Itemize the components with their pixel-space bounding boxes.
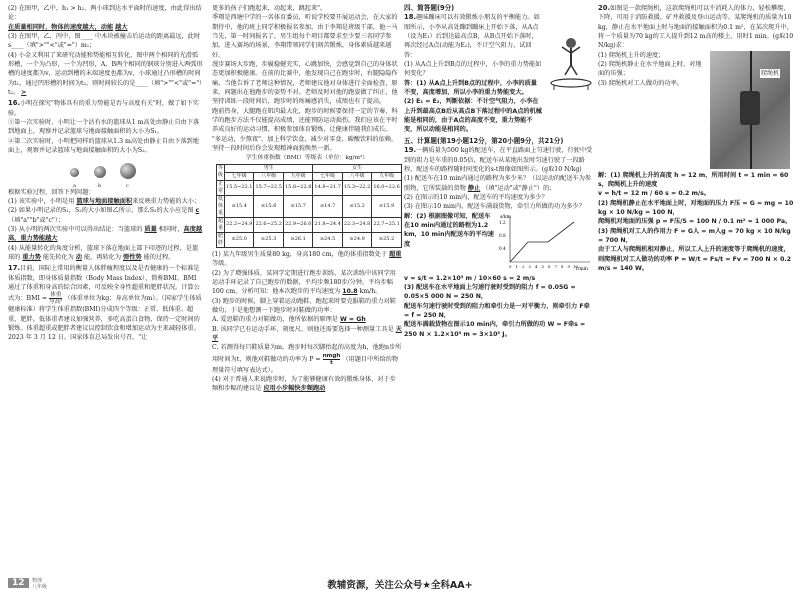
worker-icon [740, 91, 760, 125]
q17-3b: B. 该同学已有运动手环、刻度尺、则他还需要选择一种测量工具是 天平 [212, 325, 402, 342]
x-tick-label: 8 [561, 263, 564, 269]
q20-q1: (1) 爬绳机上升的速度； [598, 51, 665, 59]
reading-p3: 漫步赛场大步跑，步履稳健充实，心跳加快，会感觉到自己的身体状态更加积极健康。在前的比赛中，他发现自己在跑步时，右腿隐隐作痛，当他告诉了老师这种情况，老师建议他对身体进行全面检查，原来，问题出在他跑步的姿势不对。老师及时对他的跑姿做了纠正，他坚持训练一段时间后，跑步时的疼痛感消失，成绩也有了提高。 [212, 61, 398, 106]
trampoline-figure [548, 33, 594, 91]
table-header-cell: 等级 [218, 165, 224, 179]
table-cell: ≥25.3 [254, 232, 283, 247]
table-cell: 22.3~24.8 [342, 217, 371, 232]
column-2 [212, 4, 402, 394]
table-cell: 15.3~22.2 [342, 180, 371, 195]
q15-part2: (2) 在图甲，乙中，h₁ > h₂，两小球到达水平面时的速度，由此得出结论： [8, 5, 202, 22]
x-tick-label: 5 [541, 263, 544, 269]
table-cell: ≤15.6 [254, 195, 283, 217]
q20-s3: (3) 爬绳机对工人的作用力 F = G人 = m人g = 70 kg × 10 N/kg = 700 N， [598, 227, 791, 245]
q20-s2: (2) 爬绳机静止在水平地面上时，对地面的压力 F压 = G = mg = 10 kg × 10 N/kg = 100 N， [598, 199, 794, 217]
table-cell: 15.8~22.8 [283, 180, 312, 195]
table-cell: 21.8~24.4 [313, 217, 342, 232]
ball-b-icon [94, 166, 106, 178]
table-cell: 低体重 [218, 195, 224, 216]
y-axis-label: s/km [500, 214, 511, 220]
table-cell: 22.9~26.0 [283, 217, 312, 232]
table-cell: ≤15.2 [342, 195, 371, 217]
y-tick-label: 0.4 [499, 245, 506, 251]
bmi-table-subheader [217, 172, 402, 180]
q20-s3c: 则爬绳机对工人做功的功率 P = W/t = Fs/t = Fv = 700 N × 0.2 m/s = 140 W。 [598, 255, 792, 273]
q18-a2: (2) E₁ = E₂，判断依据：不计空气阻力，小李在上升到最高点B后从高点B下落过程中的A点的机械能是相同的，由于A点的高度不变，重力势能不变，所以动能是相同的。 [404, 98, 542, 134]
x-tick-label: 9 [567, 263, 570, 269]
q19-solution: 解：(2) 根据图像可知，配送车在10 min内通过的路程为1.2 km，10 min内配送车的平均速度 [404, 212, 494, 248]
table-row [217, 217, 402, 232]
column-4 [598, 4, 794, 274]
q18-a1: 答：(1) 从A点上升到B点的过程中，小李的质量不变，高度增加，所以小李的重力势能变大。 [404, 79, 537, 97]
q20-s1: 解：(1) 爬绳机上升的高度 h = 12 m，所用时间 t = 1 min = 60 s，爬绳机上升的速度 [598, 171, 789, 189]
q19-sol3b: 配送车匀速行驶时受到的阻力和牵引力是一对平衡力，则牵引力 F牵 = f = 250 N， [404, 302, 590, 319]
child-leg-icon [565, 65, 571, 75]
q15-part3: (3) 在图甲，乙，丙中，图____ 中木块被撞击后运动的距离最远，此时 s____（填">""<"或"="）m₁； [8, 33, 201, 50]
q15-part2-answer: 在质量相同时，物体的速度越大，动能 越大 [8, 23, 128, 31]
x-tick-label: 3 [528, 263, 531, 269]
footer-watermark-text: 教辅资源，关注公众号★全科AA+ [327, 580, 473, 591]
q20-s3b: 由于工人与爬绳机相对静止，所以工人上升的速度等于爬绳机的速度， [598, 246, 790, 254]
x-tick-label: 10 [573, 263, 578, 269]
q17-3a: A. 爱思鞋的重力对鞋做功，他所依据的原理是 W = Gh [212, 316, 366, 324]
q17-3c: C. 若测得每只鞋质量为m，跑步时每次脚抬起的高度为h，他跑n步所用时间为t，则他对鞋做功的功率为 P = $\frac{\text{nmgh}}{t}$ （用题目中所给的物理量符号填写表达式）。 [212, 344, 402, 374]
x-tick-label: 1 [515, 263, 518, 269]
bmi-fraction: $\frac{\text{体重}}{\text{身高²}}$ [49, 292, 63, 306]
child-leg-icon [571, 65, 577, 75]
column-3 [404, 4, 594, 339]
q20-subquestions [598, 51, 706, 88]
trampoline-icon [551, 79, 591, 87]
table-cell: 肥胖 [218, 232, 224, 246]
reading-p2: 季翔是西塘中学的一名体育委员，听说学校要开展运动会，在大家的期待中，他的班上同学积极报名参加。由于李翔是班级干部，他一马当先，第一时间报名了，男生组每个项目都要求至少要三名同学参加。进入赛场的场景，李翔带领同学们刻苦锻炼，身体素质越来越好。 [212, 14, 398, 59]
table-cell: 正常 [218, 180, 224, 194]
q17-2: (2) 为了增强体质，某同学定期进行跑步训练，某次训练中该同学用运动手环记录了自己跑步的数据，平均步频180步/分钟，平均步幅100 cm，分析可知：他本次跑步的平均速度为 10.8 km/h。 [212, 269, 396, 296]
ball-c-icon [120, 163, 136, 179]
x-tick-label: 6 [548, 263, 551, 269]
q16-a1: (1) 该实验中，小明是用 篮球与地面接触面积来反映重力势能的大小； [8, 197, 201, 205]
q18-text [404, 13, 542, 134]
ball-a-icon [70, 168, 79, 177]
q19-sol3c: 配送车满载货物在图示10 min内，牵引力所做的功 W = F牵s = 250 N × 1.2×10³ m = 3×10⁵ J。 [404, 321, 586, 338]
bmi-table [216, 164, 402, 248]
q20-q2: (2) 爬绳机静止在水平地面上时，对地面的压强； [598, 61, 702, 78]
q20-q3: (3) 爬绳机对工人做功的功率。 [598, 79, 683, 87]
q19-solution-block [404, 212, 594, 274]
reading-p4: 跑前热身，大腿跑在肌肉最大化，跑步的时候要保持一定的节奏，科学的跑步方法不仅能提高成绩，还能预防运动损伤。我们应该在平时养成良好的运动习惯，积极参加体育锻炼，让健康伴随我们成长。 [212, 107, 398, 134]
q16-stem: 16.小明在探究"物体具有的重力势能是否与高度有关"时，做了如下实验。 [8, 99, 199, 117]
q16-question: 根据实验过程，回答下列问题： [8, 188, 95, 196]
column-1 [8, 4, 204, 343]
table-cell: ≥24.5 [313, 232, 342, 247]
ball-b-label: b [98, 182, 102, 189]
q16-a2: (2) 如果小明记录的S₁，S₂的大小如图乙所示，那么S₂的大小应是图 c （填"a""b"或"c"）； [8, 207, 200, 224]
q18-q1: (1) 从A点上升到B点的过程中，小李的重力势能如何变化？ [404, 61, 542, 78]
ball-imprints-figure [68, 158, 204, 188]
table-header-cell: 八年级 [254, 172, 283, 180]
table-cell: 14.8~21.7 [313, 180, 342, 195]
table-cell: ≥24.9 [342, 232, 371, 247]
section-5-title: 五、计算题(第19小题12分，第20小题9分，共21分) [404, 136, 564, 145]
q20-s2b: 爬绳机对地面的压强 p = F压/S = 100 N / 0.1 m² = 1 000 Pa。 [598, 218, 792, 226]
table-header-cell: 男生 [225, 164, 313, 172]
table-header-cell: 八年级 [342, 172, 371, 180]
table-header-cell: 九年级 [372, 172, 401, 180]
q17-4: (4) 对于普通人来说跑步时，为了能够健康有效的锻炼身体，对于步频和步幅的建议是 应用小步幅快步频跑动 [212, 375, 396, 393]
table-cell: 16.0~22.6 [372, 180, 401, 195]
section-4-title: 四、简答题(9分) [404, 4, 455, 12]
table-cell: ≤15.9 [372, 195, 401, 217]
x-tick-label: 7 [554, 263, 557, 269]
page-number: 12 [8, 578, 29, 588]
power-fraction: $\frac{\text{nmgh}}{t}$ [322, 352, 341, 366]
table-cell: 22.7~25.1 [372, 217, 401, 232]
q17-3: (3) 跑步的时候，脚上穿着运动跑鞋，跑起来时要克服鞋的重力对鞋做功，于是他想测一下跑步时对鞋做的功率： [212, 297, 396, 314]
rope-climber-photo [710, 51, 790, 169]
st-line [510, 222, 574, 262]
bmi-table-caption: 学生体重指数（BMI）等级表（单位：kg/m²） [245, 154, 369, 161]
q18-block [404, 13, 594, 134]
table-cell: ≤15.7 [283, 195, 312, 217]
q17-1: (1) 某九年级男生质量80 kg，身高180 cm，他的体重指数处于 超重 等级。 [212, 250, 402, 268]
table-cell: 超重 [218, 217, 224, 231]
table-cell: ≤14.7 [313, 195, 342, 217]
table-cell: 22.6~25.2 [254, 217, 283, 232]
q19-q3: (3) 在图示10 min内，配送车满载货物，牵引力所做的功为多少？ [404, 203, 585, 211]
table-row [217, 180, 402, 195]
table-row [217, 195, 402, 217]
table-header-cell: 七年级 [225, 172, 254, 180]
table-cell: ≥26.1 [283, 232, 312, 247]
q19-sol3: (3) 配送车在水平地面上匀速行驶时受到的阻力 f = 0.05G = 0.05×5 000 N = 250 N， [404, 283, 576, 301]
table-cell: 15.7~22.5 [254, 180, 283, 195]
table-header-cell: 女生 [313, 164, 401, 172]
table-cell: ≥25.2 [372, 232, 401, 247]
page-subject: 物理 八年级 [32, 578, 48, 590]
q19-q1: (1) 配送车在10 min内通过的路程为多少米？（以运动的配送车为参照物，它所装载的货物 静止 （填"运动"或"静止"）的； [404, 175, 592, 192]
reading-p1: 更多的孩子们跑起来，动起来，跳起来"。 [212, 5, 327, 12]
q20-stem: 20.如图是一款爬绳机，这款爬绳机可以不消耗人的体力，轻松攀爬、下降，可用于消防救援，矿井救援及登山运动等。某爬绳机的质量为10 kg，静止在水平地面上时与地面的接触面积为0.1 m²，在某次爬升中，将一个质量为70 kg的工人提升到12 m高的楼上，用时1 min。(g取10 N/kg)求： [598, 4, 794, 50]
velocity-formula: v = s/t = 1.2×10³ m / 10×60 s = 2 m/s [404, 274, 536, 282]
x-tick-label: 4 [535, 263, 538, 269]
q17-stem: 17.目前，国际上常用的衡量人体胖瘦程度以及是否健康的一个标准是体质指数，即身体质量指数（Body Mass Index），简称BMI。BMI 通过了体重和身高的综合因素，可反映全身性超重和肥胖状况。计算公式为：BMI = $\frac{\text{体重}}{\text{身高²}}$ （体重单位为kg；身高单位为m）。（国家学生体质健康标准）将学生体重指数(BMI)分成四个等级：正常、低体重、超重、肥胖。低体重者建议加强营养，多吃高蛋白食物，保持一定时间的锻炼。体重超重或肥胖者建议以控制饮食和增加运动为主来减轻体重。2023 年 3 月 12 日，国家体育总局发出号召，"让 [8, 264, 202, 342]
bmi-table-header [217, 164, 402, 172]
q18-stem: 18.趣味蹦床可以有效锻炼小朋友的平衡能力。如图所示，小李从高处蹦到蹦床上开始下落，从A点（设为E₁）后到达最高点B，从B点开始下落时，再次经过A点(动能为E₂)，不计空气阻力，试回答： [404, 13, 540, 59]
ball-a-label: a [73, 182, 76, 189]
q16-step1: ①第一次实验时，小明让一个沾有水的篮球从1 m高处由静止自由下落到地面上，观察并记录篮球与地面接触面积的大小为S₁。 [8, 119, 200, 136]
q15-part4: (4) 小金又利用了来研究动能和势能相互转化，图中两个相同的光滑弧形槽，一个为凸形，一个为凹形，A、B两个相同的钢球分别进入两弧形槽的速度都为v，运动到槽的末端速度也都为v，小球通过凸形槽的时间为t₁，通过凹形槽的时间为t₂，则时间较长的是____（填">""<"或"="）t₂。 > [8, 51, 203, 97]
table-header-cell: 九年级 [283, 172, 312, 180]
table-row [217, 232, 402, 247]
q19-stem: 19.一辆质量为500 kg的配送车，在平直路面上匀速行驶，行驶中受到的阻力是车重的0.05倍，配送车从某地出发时匀速行驶了一段路程，配送车的路程随时间变化的s-t图像如图所示。(g取10 N/kg) [404, 146, 593, 173]
q16-a3: (3) 从小明的两次实验中可以得出结论：当篮球的 质量 相同时，高度越高，重力势能越大 [8, 225, 203, 243]
q16-step2: ②第二次实验时，小明把同样的篮球从1.3 m高处由静止自由下落到地面上，观察并记录篮球与地面接触面积的大小为S₂。 [8, 137, 199, 155]
ball-c-label: c [126, 182, 129, 189]
child-arm-icon [571, 47, 580, 53]
table-cell: ≤15.4 [225, 195, 254, 217]
q16-a4: (4) 从能量转化的角度分析，篮球下落在地面上部下印迹的过程，是篮球的 重力势 能先转化为 动 能，再转化为 弹性势 能的过程。 [8, 244, 199, 261]
table-header-cell: 七年级 [313, 172, 342, 180]
table-cell: 22.2~24.9 [225, 217, 254, 232]
q19-q2: (2) 在图示的10 min内，配送车的平均速度为多少？ [404, 193, 548, 201]
reading-p5: "多运动，少熬夜"，加上科学饮食，减少对零食、碳酸饮料的依赖，坚持一段时间后你会发现精神面貌焕然一新。 [212, 135, 398, 153]
y-tick-label: 0.8 [499, 232, 506, 238]
q20-s1f: v = h/t = 12 m / 60 s = 0.2 m/s。 [598, 190, 711, 198]
q20-question-block [598, 51, 794, 171]
x-tick-label: 2 [522, 263, 525, 269]
st-graph [498, 212, 594, 272]
y-tick-label: 1.2 [499, 219, 506, 225]
child-head-icon [566, 38, 576, 48]
page-footer [0, 574, 800, 594]
x-axis-label: t/min [576, 266, 588, 272]
x-tick-label: 0 [509, 263, 512, 269]
rope-climber-label: 爬绳机 [761, 69, 780, 77]
table-cell: ≥25.0 [225, 232, 254, 247]
child-arm-icon [562, 47, 571, 53]
table-cell: 15.5~22.1 [225, 180, 254, 195]
